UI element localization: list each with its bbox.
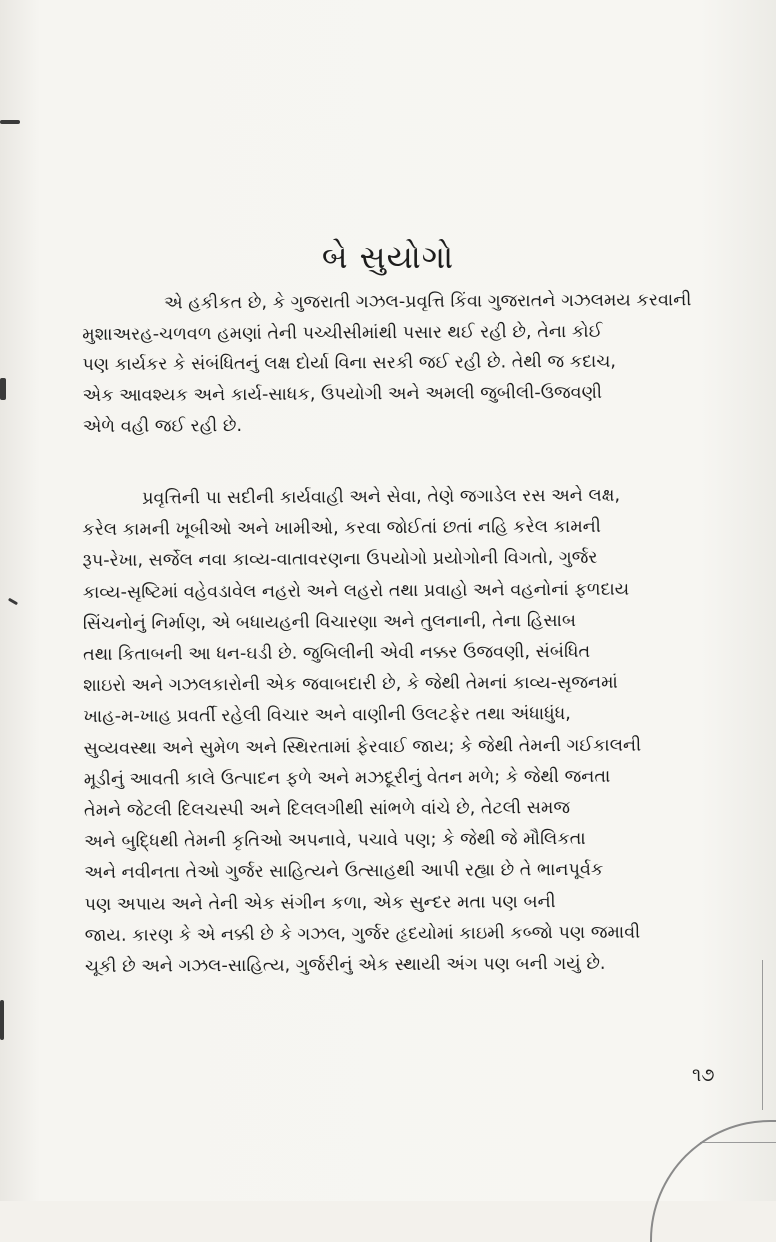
binding-mark bbox=[0, 120, 20, 124]
paragraph-2 bbox=[82, 480, 755, 983]
text-line: પણ કાર્યકર કે સંબંધિતનું લક્ષ દોર્યા વિના સરકી જઈ રહી છે. તેથી જ કદાચ, bbox=[82, 352, 617, 376]
text-line: પ્રવૃત્તિની પા સદીની કાર્યવાહી અને સેવા, તેણે જગાડેલ રસ અને લક્ષ, bbox=[142, 485, 621, 509]
text-line: સિંચનોનું નિર્માણ, એ બધાયહની વિચારણા અને તુલનાની, તેના હિસાબ bbox=[82, 610, 577, 634]
paragraph-1 bbox=[82, 285, 753, 443]
text-line: રૂપ-રેખા, સર્જેલ નવા કાવ્ય-વાતાવરણના ઉપયોગો પ્રયોગોની વિગતો, ગુર્જર bbox=[82, 548, 598, 572]
text-line: પણ અપાય અને તેની એક સંગીન કળા, એક સુન્દર મતા પણ બની bbox=[84, 891, 556, 915]
text-line: કાવ્ય-સૃષ્ટિમાં વહેવડાવેલ નહરો અને લહરો તથા પ્રવાહો અને વહનોનાં ફળદાય bbox=[82, 579, 630, 603]
text-line: સુવ્યવસ્થા અને સુમેળ અને સ્થિરતામાં ફેરવાઈ જાય; કે જેથી તેમની ગઈકાલની bbox=[83, 735, 642, 759]
binding-mark bbox=[0, 378, 6, 400]
text-line: જાય. કારણ કે એ નક્કી છે કે ગઝલ, ગુર્જર હૃદયોમાં કાઇમી કબ્જો પણ જમાવી bbox=[84, 922, 641, 946]
text-line: તથા કિતાબની આ ધન-ઘડી છે. જુબિલીની એવી નક્કર ઉજવણી, સંબંધિત bbox=[82, 641, 591, 666]
text-line: એ હકીકત છે, કે ગુજરાતી ગઝલ-પ્રવૃત્તિ કિંવા ગુજરાતને ગઝલમય કરવાની bbox=[164, 290, 692, 314]
text-line: એક આવશ્યક અને કાર્ય-સાધક, ઉપયોગી અને અમલી જુબીલી-ઉજવણી bbox=[82, 382, 603, 407]
chapter-title: બે સુયોગો bbox=[321, 238, 455, 276]
text-line: મૂડીનું આવતી કાલે ઉત્પાદન ફળે અને મઝદૂરીનું વેતન મળે; કે જેથી જનતા bbox=[83, 766, 611, 790]
page-number: ૧૭ bbox=[692, 1064, 715, 1086]
binding-mark bbox=[0, 1000, 4, 1040]
scan-edge-line bbox=[762, 960, 763, 1110]
text-line: એળે વહી જઈ રહી છે. bbox=[82, 415, 243, 437]
binding-mark bbox=[8, 598, 18, 606]
text-line: ચૂકી છે અને ગઝલ-સાહિત્ય, ગુર્જરીનું એક સ્થાયી અંગ પણ બની ગયું છે. bbox=[84, 953, 606, 978]
text-line: અને બુદ્ધિથી તેમની કૃતિઓ અપનાવે, પચાવે પણ; કે જેથી જે મૌલિકતા bbox=[84, 829, 586, 853]
text-line: અને નવીનતા તેઓ ગુર્જર સાહિત્યને ઉત્સાહથી આપી રહ્યા છે તે ભાનપૂર્વક bbox=[84, 860, 604, 884]
text-line: શાઇરો અને ગઝલકારોની એક જવાબદારી છે, કે જેથી તેમનાં કાવ્ય-સૃજનમાં bbox=[83, 672, 618, 697]
text-line: મુશાઅરહ-ચળવળ હમણાં તેની પચ્ચીસીમાંથી પસાર થઈ રહી છે, તેના કોઈ bbox=[82, 321, 603, 345]
page-corner-curl bbox=[650, 1120, 776, 1242]
text-line: કરેલ કામની ખૂબીઓ અને ખામીઓ, કરવા જોઈતાં છતાં નહિ કરેલ કામની bbox=[82, 517, 601, 541]
text-line: ખાહ-મ-ખાહ પ્રવર્તી રહેલી વિચાર અને વાણીની ઉલટફેર તથા અંધાધુંધ, bbox=[83, 704, 571, 728]
text-line: તેમને જેટલી દિલચસ્પી અને દિલલગીથી સાંભળે વાંચે છે, તેટલી સમજ bbox=[83, 798, 571, 822]
